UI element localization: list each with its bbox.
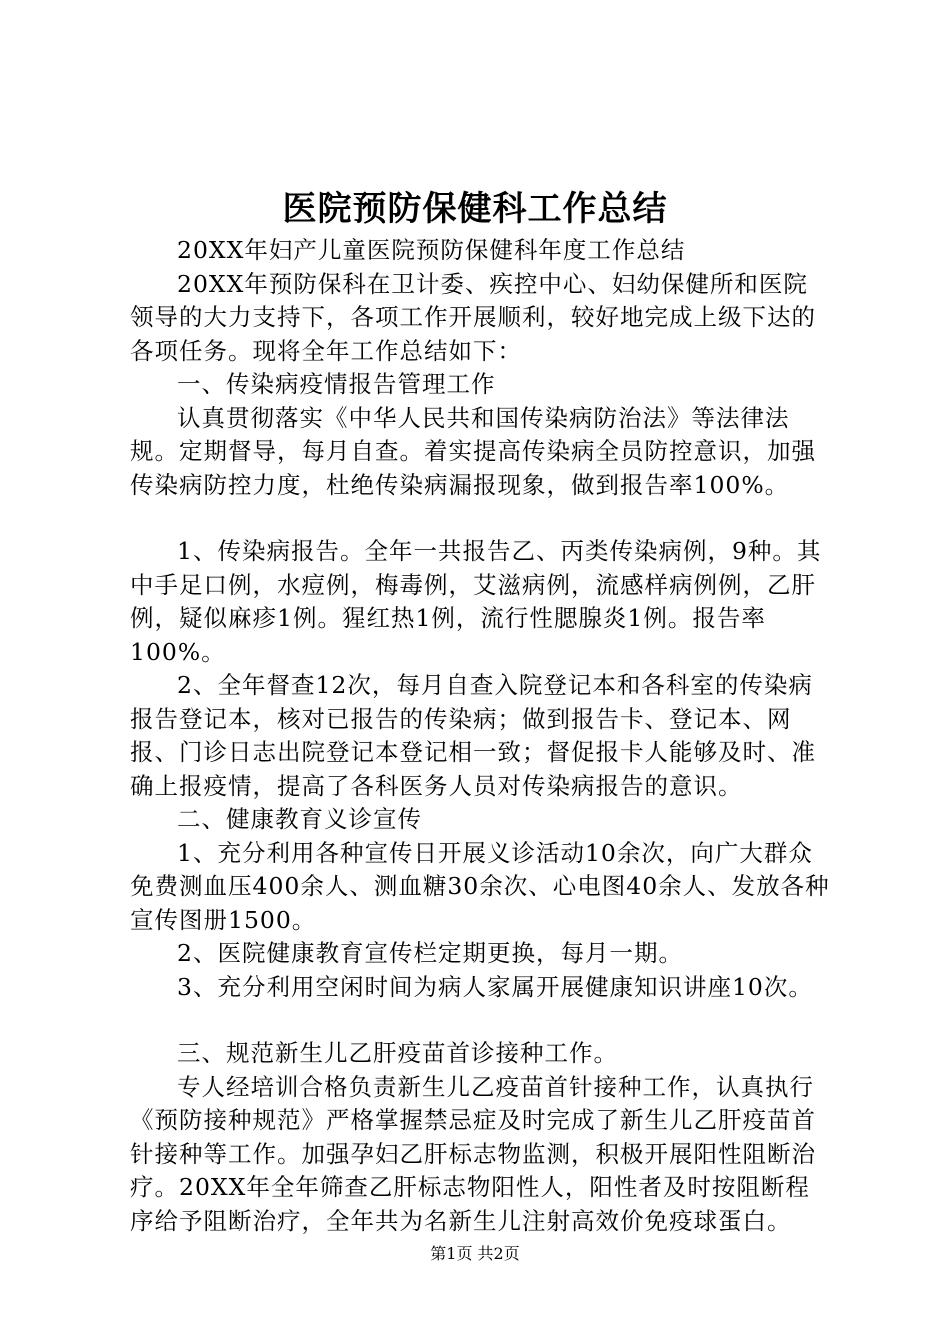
- section-2-item-2: 2、医院健康教育宣传栏定期更换，每月一期。: [177, 939, 683, 967]
- intro-paragraph: 20XX年预防保科在卫计委、疾控中心、妇幼保健所和医院领导的大力支持下，各项工作开展顺利，较好地完成上级下达的各项任务。现将全年工作总结如下：: [130, 269, 816, 365]
- document-title: 医院预防保健科工作总结: [282, 189, 668, 229]
- section-3-paragraph: 专人经培训合格负责新生儿乙疫苗首针接种工作，认真执行《预防接种规范》严格掌握禁忌症及时完成了新生儿乙肝疫苗首针接种等工作。加强孕妇乙肝标志物监测，积极开展阳性阻断治疗。20XX年全年筛查乙肝标志物阳性人，阳性者及时按阻断程序给予阻断治疗，全年共为名新生儿注射高效价免疫球蛋白。: [130, 1072, 816, 1235]
- document-subtitle: 20XX年妇产儿童医院预防保健科年度工作总结: [177, 236, 686, 264]
- section-2-heading: 二、健康教育义诊宣传: [177, 805, 422, 833]
- page-footer: 第1页 共2页: [430, 1244, 520, 1263]
- section-1-heading: 一、传染病疫情报告管理工作: [177, 370, 496, 398]
- document-body: [130, 234, 830, 1238]
- section-1-item-2: 2、全年督查12次，每月自查入院登记本和各科室的传染病报告登记本，核对已报告的传染病；做到报告卡、登记本、网报、门诊日志出院登记本登记相一致；督促报卡人能够及时、准确上报疫情，提高了各科医务人员对传染病报告的意识。: [130, 671, 816, 800]
- section-1-item-1: 1、传染病报告。全年一共报告乙、丙类传染病例，9种。其中手足口例，水痘例，梅毒例，艾滋病例，流感样病例例，乙肝例，疑似麻疹1例。猩红热1例，流行性腮腺炎1例。报告率100%。: [130, 537, 822, 666]
- section-2-item-3: 3、充分利用空闲时间为病人家属开展健康知识讲座10次。: [177, 972, 813, 1001]
- paragraph-gap: [130, 1004, 830, 1037]
- section-2-item-1: 1、充分利用各种宣传日开展义诊活动10余次，向广大群众免费测血压400余人、测血糖30余次、心电图40余人、发放各种宣传图册1500。: [130, 838, 830, 934]
- paragraph-gap: [130, 502, 830, 535]
- section-3-heading: 三、规范新生儿乙肝疫苗首诊接种工作。: [177, 1039, 618, 1067]
- section-1-paragraph: 认真贯彻落实《中华人民共和国传染病防治法》等法律法规。定期督导，每月自查。着实提高传染病全员防控意识，加强传染病防控力度，杜绝传染病漏报现象，做到报告率100%。: [130, 403, 816, 499]
